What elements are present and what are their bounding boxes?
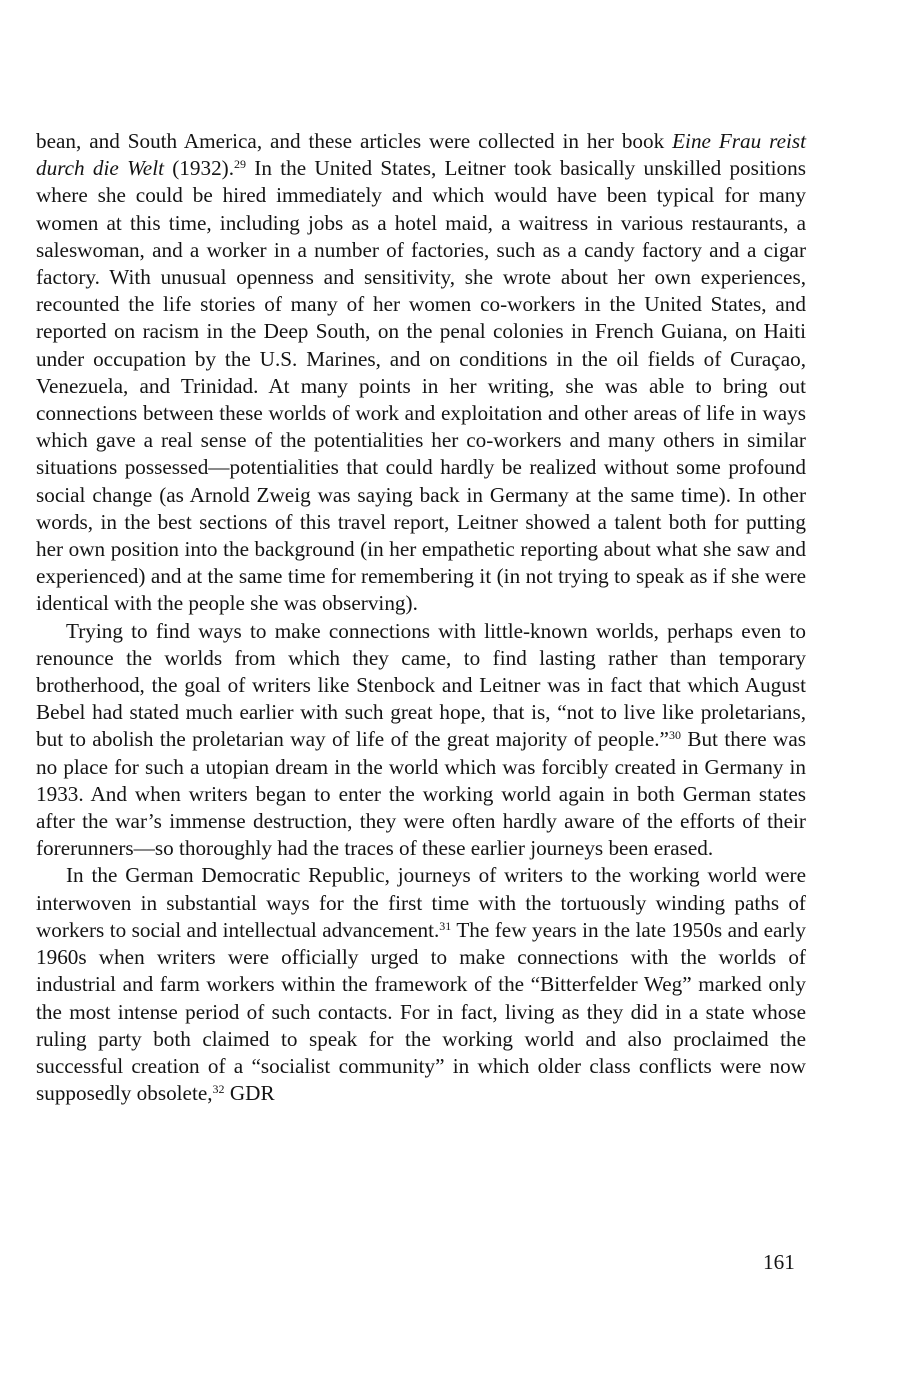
book-title: Eine Frau reist durch die Welt: [36, 129, 807, 181]
footnote-ref: 30: [668, 728, 681, 743]
paragraph: [36, 128, 806, 618]
footnote-ref: 29: [234, 157, 247, 172]
text-segment: (1932).: [163, 156, 235, 181]
text-segment: But there was no place for such a utopian dream in the world which was forcibly created in Germany in 1933. And when writers began to enter the working world again in both German states after the war’s immense destruction, they were often hardly aware of the efforts of their forerunners—so thoroughly had the traces of these earlier journeys been erased.: [36, 727, 806, 861]
page-body: [36, 128, 806, 1107]
paragraph: [36, 618, 806, 863]
text-segment: Trying to find ways to make connections with little-known worlds, perhaps even to renounce the worlds from which they came, to find lasting rather than temporary brotherhood, the goal of writers like Stenbock and Leitner was in fact that which August Bebel had stated much earlier with such great hope, that is, “not to live like proletarians, but to abolish the proletarian way of life of the great majority of people.”: [36, 618, 806, 752]
text-segment: GDR: [224, 1081, 275, 1106]
text-segment: In the United States, Leitner took basically unskilled positions where she could be hired immediately and which would have been typical for many women at this time, including jobs as a hotel maid, a waitress in various restaurants, a saleswoman, and a worker in a number of factories, such as a candy factory and a cigar factory. With unusual openness and sensitivity, she wrote about her own experiences, recounted the life stories of many of her women co-workers in the United States, and reported on racism in the Deep South, on the penal colonies in French Guiana, on Haiti under occupation by the U.S. Marines, and on conditions in the oil fields of Curaçao, Venezuela, and Trinidad. At many points in her writing, she was able to bring out connections between these worlds of work and exploitation and other areas of life in ways which gave a real sense of the potentialities her co-workers and many others in similar situations possessed—potentialities that could hardly be realized without some profound social change (as Arnold Zweig was saying back in Germany at the same time). In other words, in the best sections of this travel report, Leitner showed a talent both for putting her own position into the background (in her empathetic reporting about what she saw and experienced) and at the same time for remembering it (in not trying to speak as if she were identical with the people she was observing).: [36, 156, 806, 616]
text-segment: bean, and South America, and these articles were collected in her book: [36, 129, 673, 153]
page-number: 161: [763, 1250, 795, 1274]
paragraph: [36, 862, 806, 1107]
footnote-ref: 32: [212, 1082, 225, 1097]
text-segment: The few years in the late 1950s and early 1960s when writers were officially urged to make connections with the worlds of industrial and farm workers within the framework of the “Bitterfelder Weg” marked only the most intense period of such contacts. For in fact, living as they did in a state whose ruling party both claimed to speak for the working world and also proclaimed the successful creation of a “socialist community” in which older class conflicts were now supposedly obsolete,: [36, 917, 806, 1106]
footnote-ref: 31: [439, 918, 452, 933]
text-segment: In the German Democratic Republic, journeys of writers to the working world were interwoven in substantial ways for the first time with the tortuously winding paths of workers to social and intellectual advancement.: [36, 863, 806, 942]
